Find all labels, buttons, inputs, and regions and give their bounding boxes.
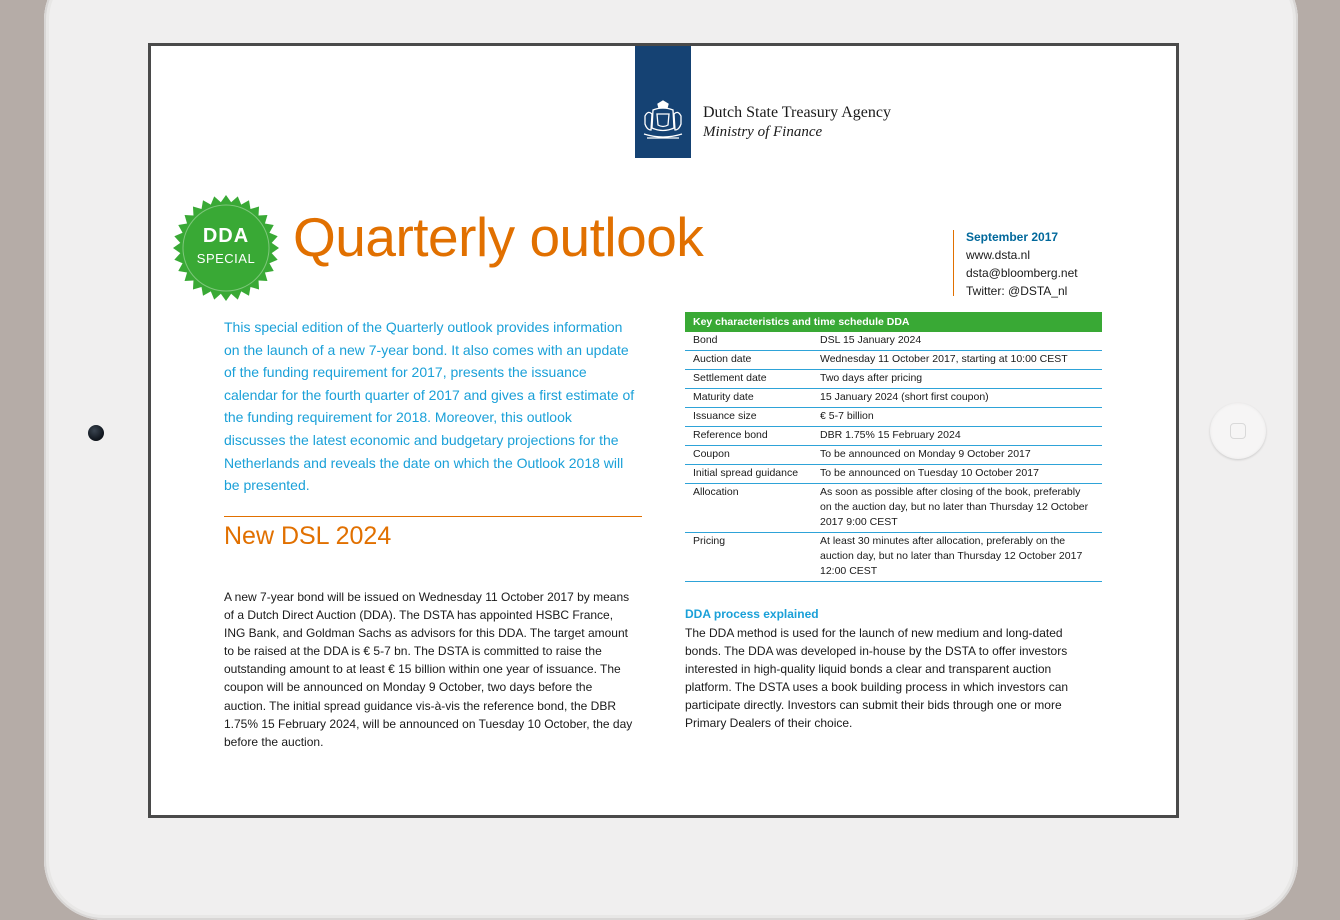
table-row — [685, 533, 1102, 582]
dda-special-badge — [172, 194, 280, 302]
table-cell-label: Pricing — [685, 533, 812, 582]
website-link[interactable]: www.dsta.nl — [966, 248, 1031, 262]
publication-info — [966, 228, 1078, 300]
table-cell-label: Reference bond — [685, 427, 812, 446]
home-button[interactable] — [1210, 403, 1266, 459]
table-title: Key characteristics and time schedule DDA — [685, 312, 1102, 332]
table-cell-value: 15 January 2024 (short first coupon) — [812, 389, 1102, 408]
badge-label-bottom: SPECIAL — [196, 251, 256, 266]
publication-date: September 2017 — [966, 230, 1059, 244]
process-title: DDA process explained — [685, 607, 819, 621]
table-row — [685, 370, 1102, 389]
home-square-icon — [1230, 423, 1246, 439]
coat-of-arms-icon — [641, 100, 685, 144]
table-row — [685, 351, 1102, 370]
badge-label-top: DDA — [202, 225, 250, 247]
table-cell-value: € 5-7 billion — [812, 408, 1102, 427]
table-cell-value: DBR 1.75% 15 February 2024 — [812, 427, 1102, 446]
table-cell-label: Auction date — [685, 351, 812, 370]
table-row — [685, 332, 1102, 351]
camera-icon — [88, 425, 104, 441]
starburst-icon — [172, 194, 280, 302]
table-row — [685, 484, 1102, 533]
process-body: The DDA method is used for the launch of new medium and long-dated bonds. The DDA was developed in-house by the DSTA to offer investors interested in high-quality liquid bonds a clear and transparent auction platform. The DSTA uses a book building process in which investors can participate directly. Investors can submit their bids through one or more Primary Dealers of their choice. — [685, 626, 1069, 731]
table-row — [685, 427, 1102, 446]
table-cell-label: Issuance size — [685, 408, 812, 427]
document-page — [148, 43, 1179, 818]
intro-paragraph: This special edition of the Quarterly outlook provides information on the launch of a new 7-year bond. It also comes with an update of the funding requirement for 2017, presents the issuance calendar for the fourth quarter of 2017 and gives a first estimate of the funding requirement for 2018. Moreover, this outlook discusses the latest economic and budgetary projections for the Netherlands and reveals the date on which the Outlook 2018 will be presented. — [224, 319, 635, 494]
table-cell-label: Maturity date — [685, 389, 812, 408]
table-cell-value: DSL 15 January 2024 — [812, 332, 1102, 351]
table-cell-label: Coupon — [685, 446, 812, 465]
document-viewer[interactable] — [148, 43, 1179, 818]
info-divider — [953, 230, 954, 296]
table-cell-value: At least 30 minutes after allocation, preferably on the auction day, but no later than Thursday 12 October 2017 12:00 CEST — [812, 533, 1102, 582]
section-heading: New DSL 2024 — [224, 522, 392, 550]
org-name: Dutch State Treasury Agency — [703, 104, 891, 121]
section-divider — [224, 516, 642, 517]
table-row — [685, 446, 1102, 465]
logo-bar — [635, 44, 691, 158]
org-subtitle: Ministry of Finance — [703, 124, 823, 140]
table-cell-value: As soon as possible after closing of the book, preferably on the auction day, but no later than Thursday 12 October 2017 9:00 CEST — [812, 484, 1102, 533]
page-title: Quarterly outlook — [293, 206, 704, 268]
section-body: A new 7-year bond will be issued on Wednesday 11 October 2017 by means of a Dutch Direct Auction (DDA). The DSTA has appointed HSBC France, ING Bank, and Goldman Sachs as advisors for this DDA. The target amount to be raised at the DDA is € 5-7 bn. The DSTA is committed to raise the outstanding amount to at least € 15 billion within one year of issuance. The coupon will be announced on Monday 9 October, two days before the auction. The initial spread guidance vis-à-vis the reference bond, the DBR 1.75% 15 February 2024, will be announced on Tuesday 10 October, the day before the auction. — [224, 590, 633, 749]
table-cell-value: To be announced on Monday 9 October 2017 — [812, 446, 1102, 465]
table-cell-label: Settlement date — [685, 370, 812, 389]
key-characteristics-table — [685, 312, 1102, 582]
table-row — [685, 465, 1102, 484]
table-cell-value: Two days after pricing — [812, 370, 1102, 389]
table-row — [685, 408, 1102, 427]
table-cell-value: Wednesday 11 October 2017, starting at 10:00 CEST — [812, 351, 1102, 370]
email-link[interactable]: dsta@bloomberg.net — [966, 266, 1078, 280]
twitter-handle[interactable]: Twitter: @DSTA_nl — [966, 284, 1068, 298]
table-cell-label: Initial spread guidance — [685, 465, 812, 484]
table-cell-value: To be announced on Tuesday 10 October 2017 — [812, 465, 1102, 484]
table-row — [685, 389, 1102, 408]
table-cell-label: Allocation — [685, 484, 812, 533]
table-cell-label: Bond — [685, 332, 812, 351]
